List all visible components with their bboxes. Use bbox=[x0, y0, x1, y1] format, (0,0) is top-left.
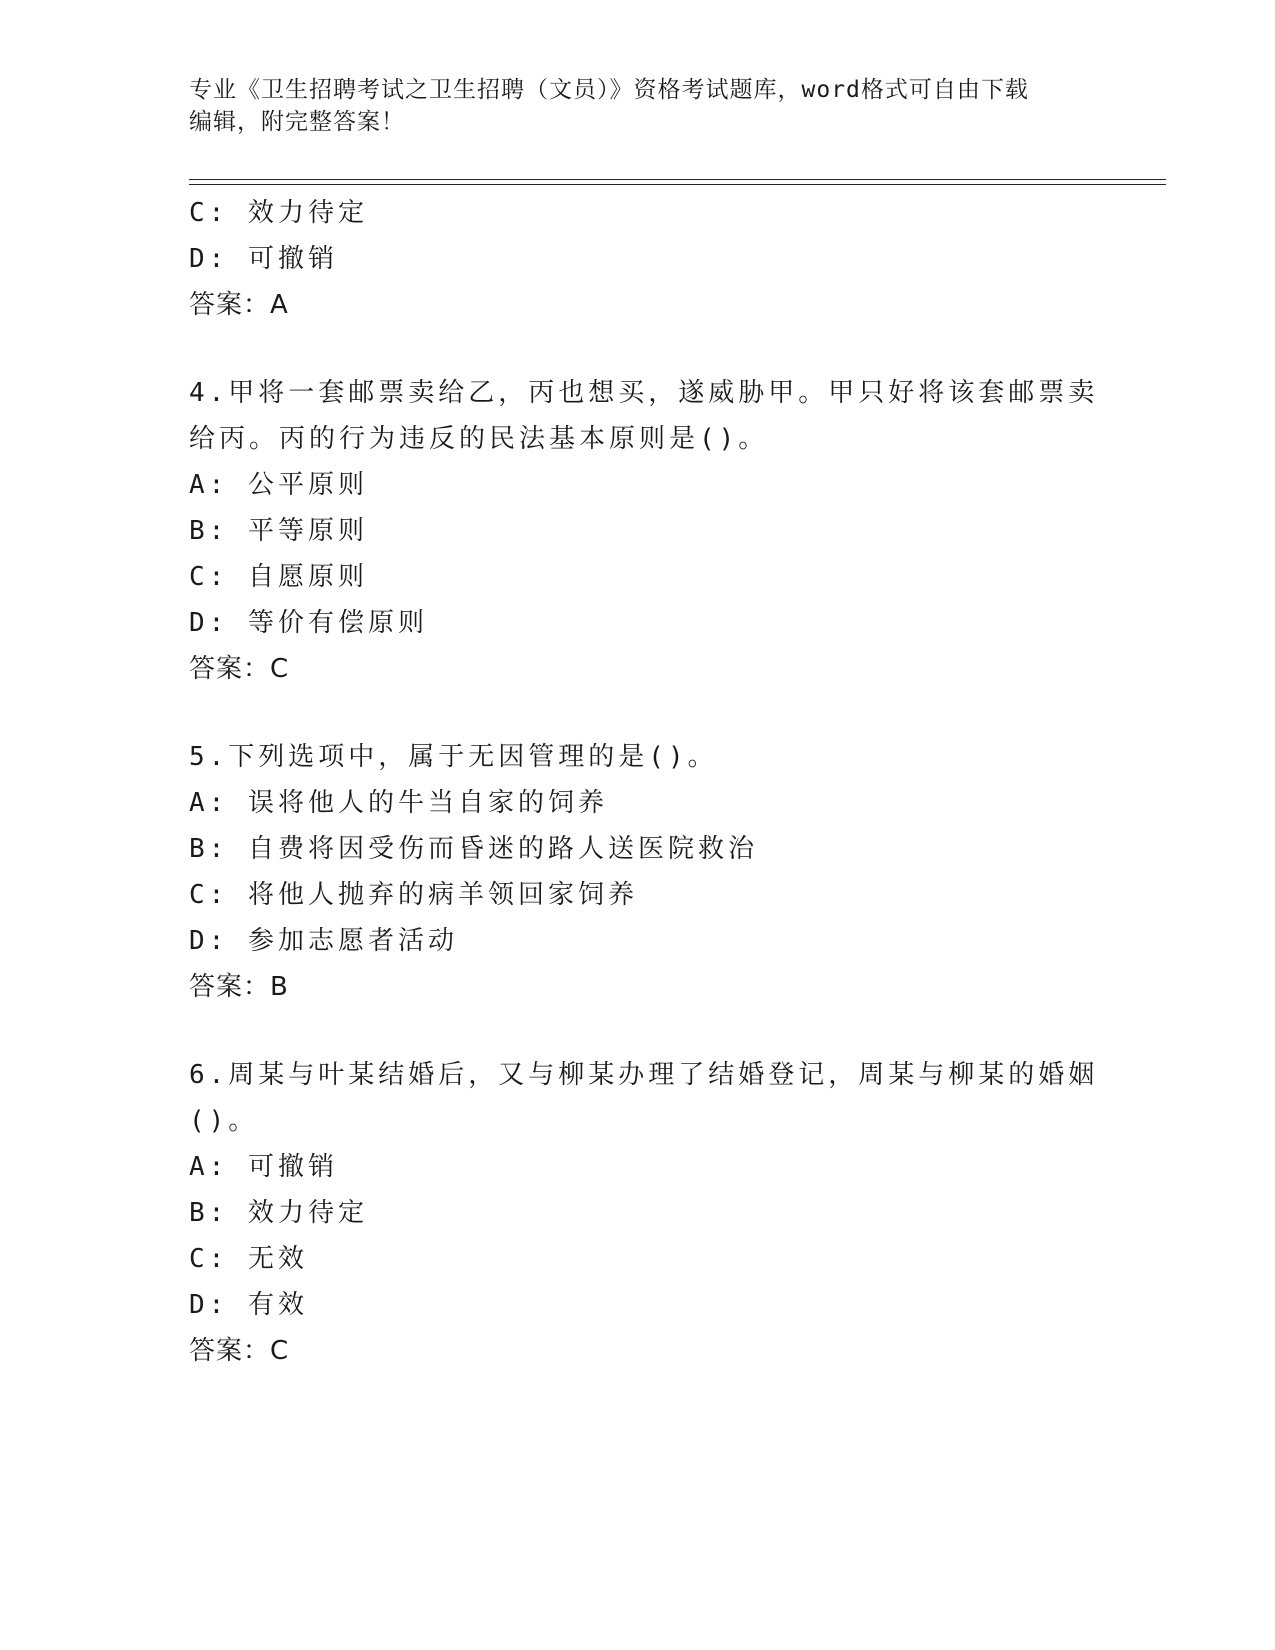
question-stem: 6.周某与叶某结婚后，又与柳某办理了结婚登记，周某与柳某的婚姻 bbox=[189, 1060, 1099, 1090]
option-c: C: 无效 bbox=[189, 1244, 308, 1274]
answer-line: 答案：B bbox=[189, 972, 289, 1002]
option-b: B: 平等原则 bbox=[189, 516, 368, 546]
option-d: D: 有效 bbox=[189, 1290, 308, 1320]
option-b: B: 效力待定 bbox=[189, 1198, 368, 1228]
question-list bbox=[189, 190, 1099, 1374]
header-divider-bottom bbox=[189, 184, 1166, 185]
answer-line: 答案：C bbox=[189, 654, 290, 684]
option-c: C: 效力待定 bbox=[189, 198, 368, 228]
option-a: A: 误将他人的牛当自家的饲养 bbox=[189, 788, 608, 818]
question-stem: 5.下列选项中，属于无因管理的是()。 bbox=[189, 742, 718, 772]
continued-question bbox=[189, 190, 1089, 328]
question-stem: ()。 bbox=[189, 1106, 259, 1136]
option-a: A: 公平原则 bbox=[189, 470, 368, 500]
option-c: C: 将他人抛弃的病羊领回家饲养 bbox=[189, 880, 638, 910]
option-b: B: 自费将因受伤而昏迷的路人送医院救治 bbox=[189, 834, 758, 864]
document-header bbox=[189, 74, 1069, 138]
question-6 bbox=[189, 1052, 1099, 1374]
question-4 bbox=[189, 370, 1099, 692]
option-d: D: 参加志愿者活动 bbox=[189, 926, 458, 956]
question-5 bbox=[189, 734, 1089, 1010]
answer-line: 答案：C bbox=[189, 1336, 290, 1366]
question-stem: 给丙。丙的行为违反的民法基本原则是()。 bbox=[189, 424, 769, 454]
header-divider-top bbox=[189, 179, 1166, 180]
header-line-2: 编辑，附完整答案！ bbox=[189, 109, 405, 135]
answer-line: 答案：A bbox=[189, 290, 289, 320]
option-d: D: 可撤销 bbox=[189, 244, 338, 274]
option-a: A: 可撤销 bbox=[189, 1152, 338, 1182]
option-c: C: 自愿原则 bbox=[189, 562, 368, 592]
question-stem: 4.甲将一套邮票卖给乙，丙也想买，遂威胁甲。甲只好将该套邮票卖 bbox=[189, 378, 1099, 408]
header-line-1: 专业《卫生招聘考试之卫生招聘（文员）》资格考试题库，word格式可自由下载 bbox=[189, 77, 1029, 103]
option-d: D: 等价有偿原则 bbox=[189, 608, 428, 638]
